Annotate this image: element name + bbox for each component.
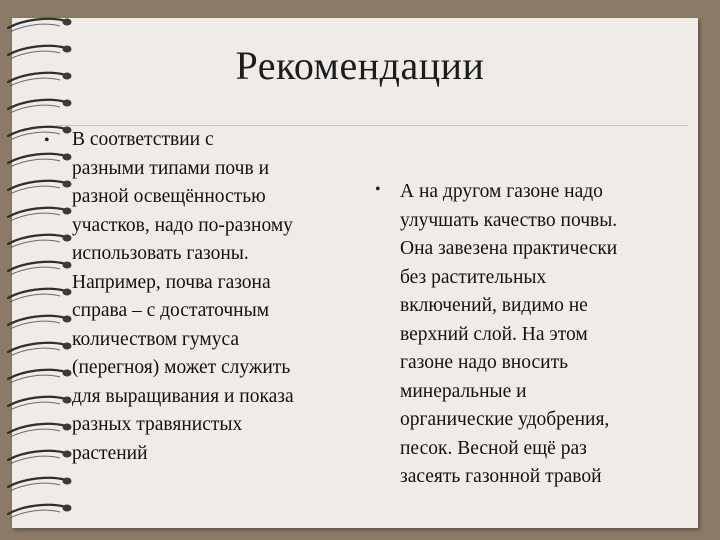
- text-line: разной освещённостью: [72, 186, 266, 207]
- spiral-ring: [8, 370, 66, 379]
- text-line: участков, надо по-разному: [72, 214, 293, 236]
- spiral-hole: [63, 208, 72, 215]
- text-line: количеством гумуса: [72, 328, 240, 350]
- text-line: использовать газоны.: [72, 243, 249, 264]
- spiral-ring-shade: [10, 24, 60, 32]
- spiral-hole: [63, 262, 72, 269]
- spiral-ring: [8, 316, 66, 325]
- left-bullet-text: [72, 126, 362, 468]
- spiral-hole: [63, 19, 72, 26]
- text-line: минеральные и: [400, 380, 527, 402]
- slide-title: Рекомендации: [235, 43, 485, 88]
- text-line: органические удобрения,: [400, 409, 610, 430]
- spiral-ring: [8, 397, 66, 406]
- spiral-hole: [63, 343, 72, 350]
- spiral-hole: [63, 181, 72, 188]
- spiral-ring-shade: [10, 375, 60, 383]
- spiral-ring: [8, 289, 66, 298]
- spiral-ring-shade: [10, 483, 60, 491]
- spiral-ring: [8, 424, 66, 433]
- spiral-ring-shade: [10, 348, 60, 356]
- spiral-hole: [63, 100, 72, 107]
- spiral-ring: [8, 451, 66, 460]
- text-line: А на другом газоне надо: [400, 181, 603, 202]
- spiral-hole: [63, 424, 72, 431]
- text-line: В соответствии с: [72, 129, 214, 150]
- spiral-ring-shade: [10, 105, 60, 113]
- text-line: засеять газонной травой: [400, 466, 602, 487]
- right-bullet-text: [400, 178, 700, 492]
- spiral-ring: [8, 208, 66, 217]
- spiral-ring-shade: [10, 429, 60, 437]
- spiral-ring: [8, 505, 66, 514]
- spiral-hole: [63, 451, 72, 458]
- spiral-ring-shade: [10, 132, 60, 140]
- spiral-ring-shade: [10, 267, 60, 275]
- spiral-ring-shade: [10, 456, 60, 464]
- text-line: растений: [72, 442, 148, 464]
- spiral-ring-shade: [10, 294, 60, 302]
- spiral-ring-shade: [10, 186, 60, 194]
- spiral-ring: [8, 100, 66, 109]
- bullet-marker: •: [375, 181, 381, 198]
- spiral-hole: [63, 154, 72, 161]
- spiral-ring: [8, 478, 66, 487]
- text-line: верхний слой. На этом: [400, 323, 588, 345]
- spiral-ring-shade: [10, 240, 60, 248]
- spiral-ring: [8, 19, 66, 28]
- text-line: (перегноя) может служить: [72, 357, 291, 378]
- spiral-ring: [8, 127, 66, 136]
- text-line: разными типами почв и: [72, 157, 269, 179]
- text-line: улучшать качество почвы.: [400, 209, 618, 231]
- spiral-rings: [8, 19, 72, 519]
- spiral-ring-shade: [10, 159, 60, 167]
- spiral-hole: [63, 235, 72, 242]
- spiral-hole: [63, 289, 72, 296]
- spiral-ring: [8, 235, 66, 244]
- spiral-ring: [8, 154, 66, 163]
- text-line: разных травянистых: [72, 414, 243, 435]
- text-line: без растительных: [400, 266, 547, 288]
- spiral-hole: [63, 316, 72, 323]
- text-line: песок. Весной ещё раз: [400, 437, 587, 459]
- spiral-hole: [63, 397, 72, 404]
- spiral-ring: [8, 343, 66, 352]
- spiral-ring: [8, 181, 66, 190]
- text-line: Например, почва газона: [72, 271, 271, 293]
- text-line: для выращивания и показа: [72, 385, 294, 407]
- text-line: включений, видимо не: [400, 295, 588, 316]
- spiral-hole: [63, 505, 72, 512]
- text-line: газоне надо вносить: [400, 352, 568, 373]
- text-line: Она завезена практически: [400, 238, 618, 259]
- text-line: справа – с достаточным: [72, 300, 270, 321]
- spiral-hole: [63, 127, 72, 134]
- spiral-ring: [8, 262, 66, 271]
- spiral-ring-shade: [10, 321, 60, 329]
- spiral-ring-shade: [10, 510, 60, 518]
- spiral-ring-shade: [10, 402, 60, 410]
- spiral-hole: [63, 478, 72, 485]
- spiral-ring-shade: [10, 213, 60, 221]
- bullet-marker: •: [44, 132, 50, 149]
- spiral-hole: [63, 370, 72, 377]
